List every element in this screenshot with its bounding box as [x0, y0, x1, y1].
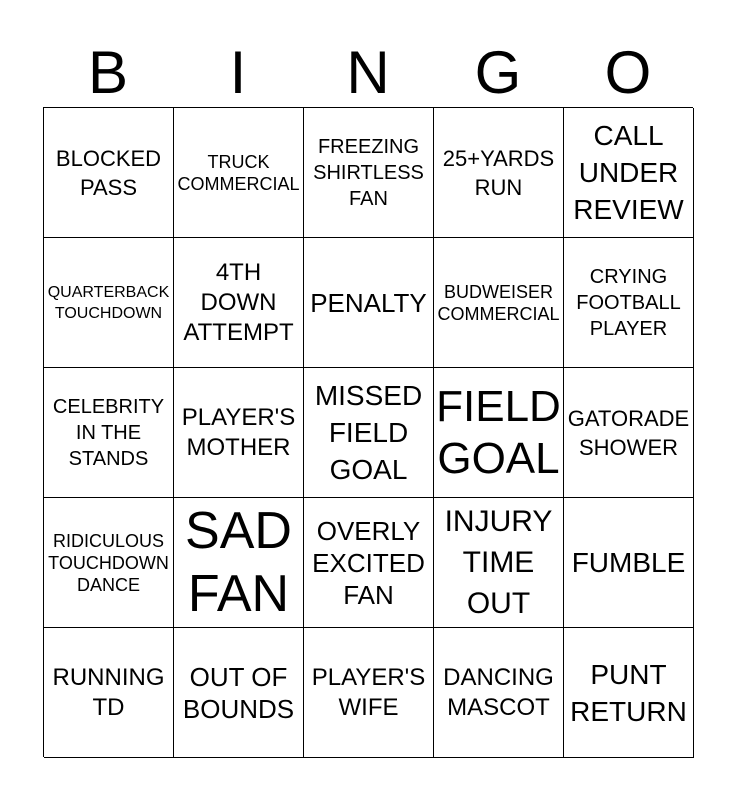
cell-text: PUNT RETURN	[570, 658, 687, 727]
bingo-cell[interactable]	[434, 238, 564, 368]
bingo-cell[interactable]	[174, 238, 304, 368]
bingo-cell[interactable]	[434, 108, 564, 238]
bingo-cell[interactable]	[174, 108, 304, 238]
cell-text: TRUCK COMMERCIAL	[177, 151, 300, 194]
bingo-cell[interactable]	[304, 108, 434, 238]
bingo-cell[interactable]	[564, 368, 694, 498]
bingo-header	[43, 38, 693, 108]
header-letter-g: G	[474, 39, 522, 106]
bingo-cell[interactable]	[434, 628, 564, 758]
cell-text: CRYING FOOTBALL PLAYER	[576, 265, 681, 340]
header-letter-i: I	[229, 39, 247, 106]
header-letter-b: B	[87, 39, 129, 106]
bingo-cell[interactable]	[434, 368, 564, 498]
bingo-cell[interactable]	[304, 628, 434, 758]
bingo-cell[interactable]	[44, 108, 174, 238]
bingo-cell[interactable]	[304, 498, 434, 628]
cell-text: RIDICULOUS TOUCHDOWN DANCE	[48, 530, 169, 595]
cell-text: BUDWEISER COMMERCIAL	[437, 281, 560, 324]
cell-text: SAD FAN	[185, 501, 292, 623]
header-letter-o: O	[604, 39, 652, 106]
cell-text: MISSED FIELD GOAL	[314, 380, 423, 485]
bingo-cell[interactable]	[434, 498, 564, 628]
bingo-cell[interactable]	[564, 238, 694, 368]
bingo-cell[interactable]	[44, 368, 174, 498]
cell-text: CELEBRITY IN THE STANDS	[52, 395, 165, 470]
bingo-cell[interactable]	[564, 628, 694, 758]
cell-text: FUMBLE	[571, 547, 686, 578]
cell-text: RUNNING TD	[52, 663, 165, 721]
cell-text: GATORADE SHOWER	[567, 405, 690, 460]
cell-text: PENALTY	[310, 287, 427, 318]
bingo-cell[interactable]	[174, 498, 304, 628]
bingo-cell[interactable]	[44, 238, 174, 368]
bingo-cell[interactable]	[304, 238, 434, 368]
cell-text: 25+YARDS RUN	[442, 145, 555, 200]
cell-text: 4TH DOWN ATTEMPT	[183, 258, 294, 346]
cell-text: OVERLY EXCITED FAN	[312, 515, 425, 610]
bingo-cell[interactable]	[174, 368, 304, 498]
bingo-cell[interactable]	[44, 628, 174, 758]
cell-text: INJURY TIME OUT	[444, 505, 553, 620]
cell-text: BLOCKED PASS	[55, 145, 162, 200]
bingo-cell[interactable]	[44, 498, 174, 628]
cell-text: PLAYER'S MOTHER	[181, 403, 296, 461]
cell-text: FIELD GOAL	[436, 381, 561, 483]
bingo-cell[interactable]	[304, 368, 434, 498]
cell-text: FREEZING SHIRTLESS FAN	[313, 135, 424, 210]
bingo-board	[43, 107, 693, 757]
bingo-cell[interactable]	[564, 108, 694, 238]
cell-text: CALL UNDER REVIEW	[573, 120, 684, 225]
bingo-cell[interactable]	[564, 498, 694, 628]
header-letter-n: N	[346, 39, 390, 106]
cell-text: PLAYER'S WIFE	[311, 663, 426, 721]
cell-text: DANCING MASCOT	[443, 663, 554, 721]
cell-text: QUARTERBACK TOUCHDOWN	[47, 283, 170, 322]
bingo-cell[interactable]	[174, 628, 304, 758]
cell-text: OUT OF BOUNDS	[182, 661, 295, 724]
